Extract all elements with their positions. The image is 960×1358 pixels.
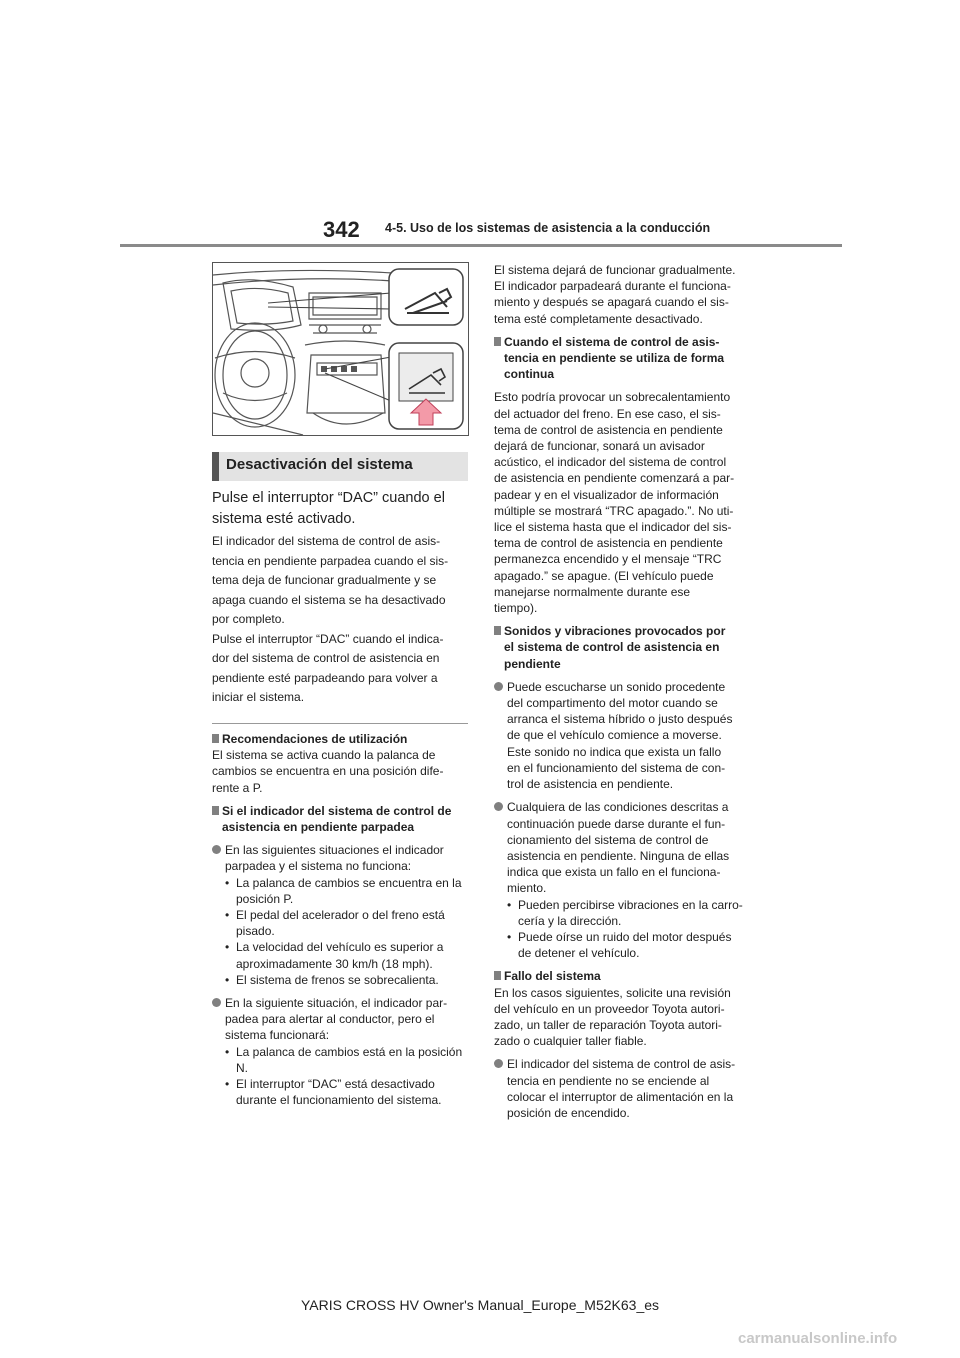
note-title: Recomendaciones de utilización xyxy=(212,731,470,747)
text-line: del compartimento del motor cuando se xyxy=(507,696,718,711)
sub-item xyxy=(212,972,470,988)
text-line: indica que exista un fallo en el funciona- xyxy=(507,865,721,880)
text-line: El interruptor “DAC” está desactivado xyxy=(236,1077,435,1092)
text-line: En la siguiente situación, el indicador par- xyxy=(225,996,448,1011)
text-line: tiempo). xyxy=(494,601,538,616)
text-line: El indicador del sistema de control de asis- xyxy=(507,1057,736,1072)
text-line: zado, un taller de reparación Toyota autori- xyxy=(494,1017,722,1032)
watermark: carmanualsonline.info xyxy=(738,1330,898,1347)
text-line: arranca el sistema híbrido o justo después xyxy=(507,712,733,727)
text-line: zado o cualquier taller fiable. xyxy=(494,1034,647,1049)
text-line: padea para alertar al conductor, pero el xyxy=(225,1012,435,1027)
title-line: continua xyxy=(504,367,554,382)
text-line: en el funcionamiento del sistema de con- xyxy=(507,760,726,775)
sub-item xyxy=(212,1076,470,1108)
text-line: permanezca encendido y el mensaje “TRC xyxy=(494,552,722,567)
title-line: tencia en pendiente se utiliza de forma xyxy=(504,351,725,366)
text-line: iniciar el sistema. xyxy=(212,690,305,704)
text-line: Este sonido no indica que exista un fallo xyxy=(507,744,722,759)
right-column xyxy=(494,262,756,1128)
bullet-item xyxy=(494,1056,756,1121)
text-line: tencia en pendiente parpadea cuando el sis- xyxy=(212,553,449,568)
text-line: apaga cuando el sistema se ha desactivado xyxy=(212,592,446,607)
text-line: durante el funcionamiento del sistema. xyxy=(236,1093,442,1108)
text-line: cería y la dirección. xyxy=(518,913,622,928)
deactivation-text xyxy=(212,532,468,708)
dashboard-drawing xyxy=(213,263,468,435)
text-line: Pueden percibirse vibraciones en la carro- xyxy=(518,897,743,912)
text-line: del vehículo en un proveedor Toyota autori- xyxy=(494,1001,725,1016)
dashboard-illustration xyxy=(212,262,469,436)
title-line: pendiente xyxy=(504,656,561,671)
text-line: Puede oírse un ruido del motor después xyxy=(518,929,732,944)
text-line: tema de control de asistencia en pendiente xyxy=(494,536,723,551)
text-line: tema de control de asistencia en pendiente xyxy=(494,422,723,437)
text-line: El sistema dejará de funcionar gradualmente. xyxy=(494,263,736,277)
text-line: acústico, el indicador del sistema de control xyxy=(494,455,727,470)
sub-item xyxy=(494,929,756,961)
text-line: trol de asistencia en pendiente. xyxy=(507,777,674,792)
text-line: aproximadamente 30 km/h (18 mph). xyxy=(236,956,433,971)
note-title xyxy=(494,623,756,672)
bullet-item xyxy=(212,995,470,1044)
text-line: tencia en pendiente no se enciende al xyxy=(507,1073,710,1088)
text-line: El indicador del sistema de control de asis- xyxy=(212,534,441,548)
note-title xyxy=(212,803,470,835)
text-line: Puede escucharse un sonido procedente xyxy=(507,679,726,694)
note-title: Fallo del sistema xyxy=(494,968,756,984)
text-line: manejarse normalmente durante ese xyxy=(494,584,691,599)
text-line: Esto podría provocar un sobrecalentamiento xyxy=(494,390,731,405)
text-line: dor del sistema de control de asistencia en xyxy=(212,651,440,665)
text-line: miento. xyxy=(507,881,547,896)
text-line: padear y en el visualizador de información xyxy=(494,487,719,502)
lead-instruction: Pulse el interruptor “DAC” cuando el sistema esté activado. xyxy=(212,490,445,527)
text-line: parpadea y el sistema no funciona: xyxy=(225,859,412,874)
title-line: Cuando el sistema de control de asis- xyxy=(504,334,720,349)
section-title: 4-5. Uso de los sistemas de asistencia a la conducción xyxy=(385,221,711,235)
title-line: Si el indicador del sistema de control de xyxy=(222,803,452,818)
title-line: el sistema de control de asistencia en xyxy=(504,640,720,655)
heading-text: Desactivación del sistema xyxy=(226,456,413,473)
page-number: 342 xyxy=(323,217,360,242)
text-line: sistema funcionará: xyxy=(225,1028,330,1043)
text-line: El sistema se activa cuando la palanca de xyxy=(212,748,436,763)
text-line: tema esté completamente desactivado. xyxy=(494,311,703,326)
footer-text: YARIS CROSS HV Owner's Manual_Europe_M52K63_es xyxy=(300,1297,660,1313)
separator-line xyxy=(212,723,468,724)
sub-item xyxy=(212,875,470,907)
text-line: lice el sistema hasta que el indicador del sis- xyxy=(494,520,732,535)
text-line: tema deja de funcionar gradualmente y se xyxy=(212,573,437,587)
text-line: cambios se encuentra en una posición dife- xyxy=(212,764,444,779)
sub-item xyxy=(212,939,470,971)
text-line: del actuador del freno. En ese caso, el sis- xyxy=(494,406,721,421)
text-line: continuación puede darse durante el fun- xyxy=(507,816,726,831)
bullet-item xyxy=(494,799,756,896)
text-line: En las siguientes situaciones el indicador xyxy=(225,843,444,858)
text-line: colocar el interruptor de alimentación en la xyxy=(507,1089,734,1104)
sub-item xyxy=(494,897,756,929)
text-line: pendiente esté parpadeando para volver a xyxy=(212,670,438,685)
text-line: La palanca de cambios se encuentra en la xyxy=(236,875,462,890)
left-notes xyxy=(212,731,470,1115)
sub-item xyxy=(212,1044,470,1076)
text-line: N. xyxy=(236,1060,248,1075)
bullet-item xyxy=(494,679,756,792)
text-line: El sistema de frenos se sobrecalienta. xyxy=(236,972,439,987)
text-line: rente a P. xyxy=(212,780,263,795)
text-line: de asistencia en pendiente comenzará a par- xyxy=(494,471,735,486)
heading-marker xyxy=(212,452,219,481)
text-line: La velocidad del vehículo es superior a xyxy=(236,940,444,955)
text-line: asistencia en pendiente. Ninguna de ellas xyxy=(507,848,730,863)
text-line: múltiple se mostrará “TRC apagado.”. No uti- xyxy=(494,503,734,518)
text-line: En los casos siguientes, solicite una revisión xyxy=(494,985,731,1000)
text-line: La palanca de cambios está en la posición xyxy=(236,1044,463,1059)
text-line: cionamiento del sistema de control de xyxy=(507,832,709,847)
text-line: apagado.” se apague. (El vehículo puede xyxy=(494,568,714,583)
title-line: Sonidos y vibraciones provocados por xyxy=(504,624,726,639)
text-line: posición P. xyxy=(236,891,294,906)
text-line: El indicador parpadeará durante el funciona- xyxy=(494,279,731,294)
bullet-item xyxy=(212,842,470,874)
text-line: Cualquiera de las condiciones descritas a xyxy=(507,800,729,815)
header-rule xyxy=(120,244,842,247)
text-line: de que el vehículo comience a moverse. xyxy=(507,728,722,743)
text-line: pisado. xyxy=(236,924,275,939)
title-line: asistencia en pendiente parpadea xyxy=(222,820,415,835)
text-line: Pulse el interruptor “DAC” cuando el indica- xyxy=(212,631,444,646)
sub-item xyxy=(212,907,470,939)
text-line: de detener el vehículo. xyxy=(518,946,640,961)
section-heading xyxy=(212,452,468,481)
text-line: miento y después se apagará cuando el sis- xyxy=(494,295,729,310)
note-title xyxy=(494,334,756,383)
text-line: dejará de funcionar, sonará un avisador xyxy=(494,439,705,454)
text-line: por completo. xyxy=(212,612,285,626)
text-line: El pedal del acelerador o del freno está xyxy=(236,908,445,923)
text-line: posición de encendido. xyxy=(507,1105,630,1120)
